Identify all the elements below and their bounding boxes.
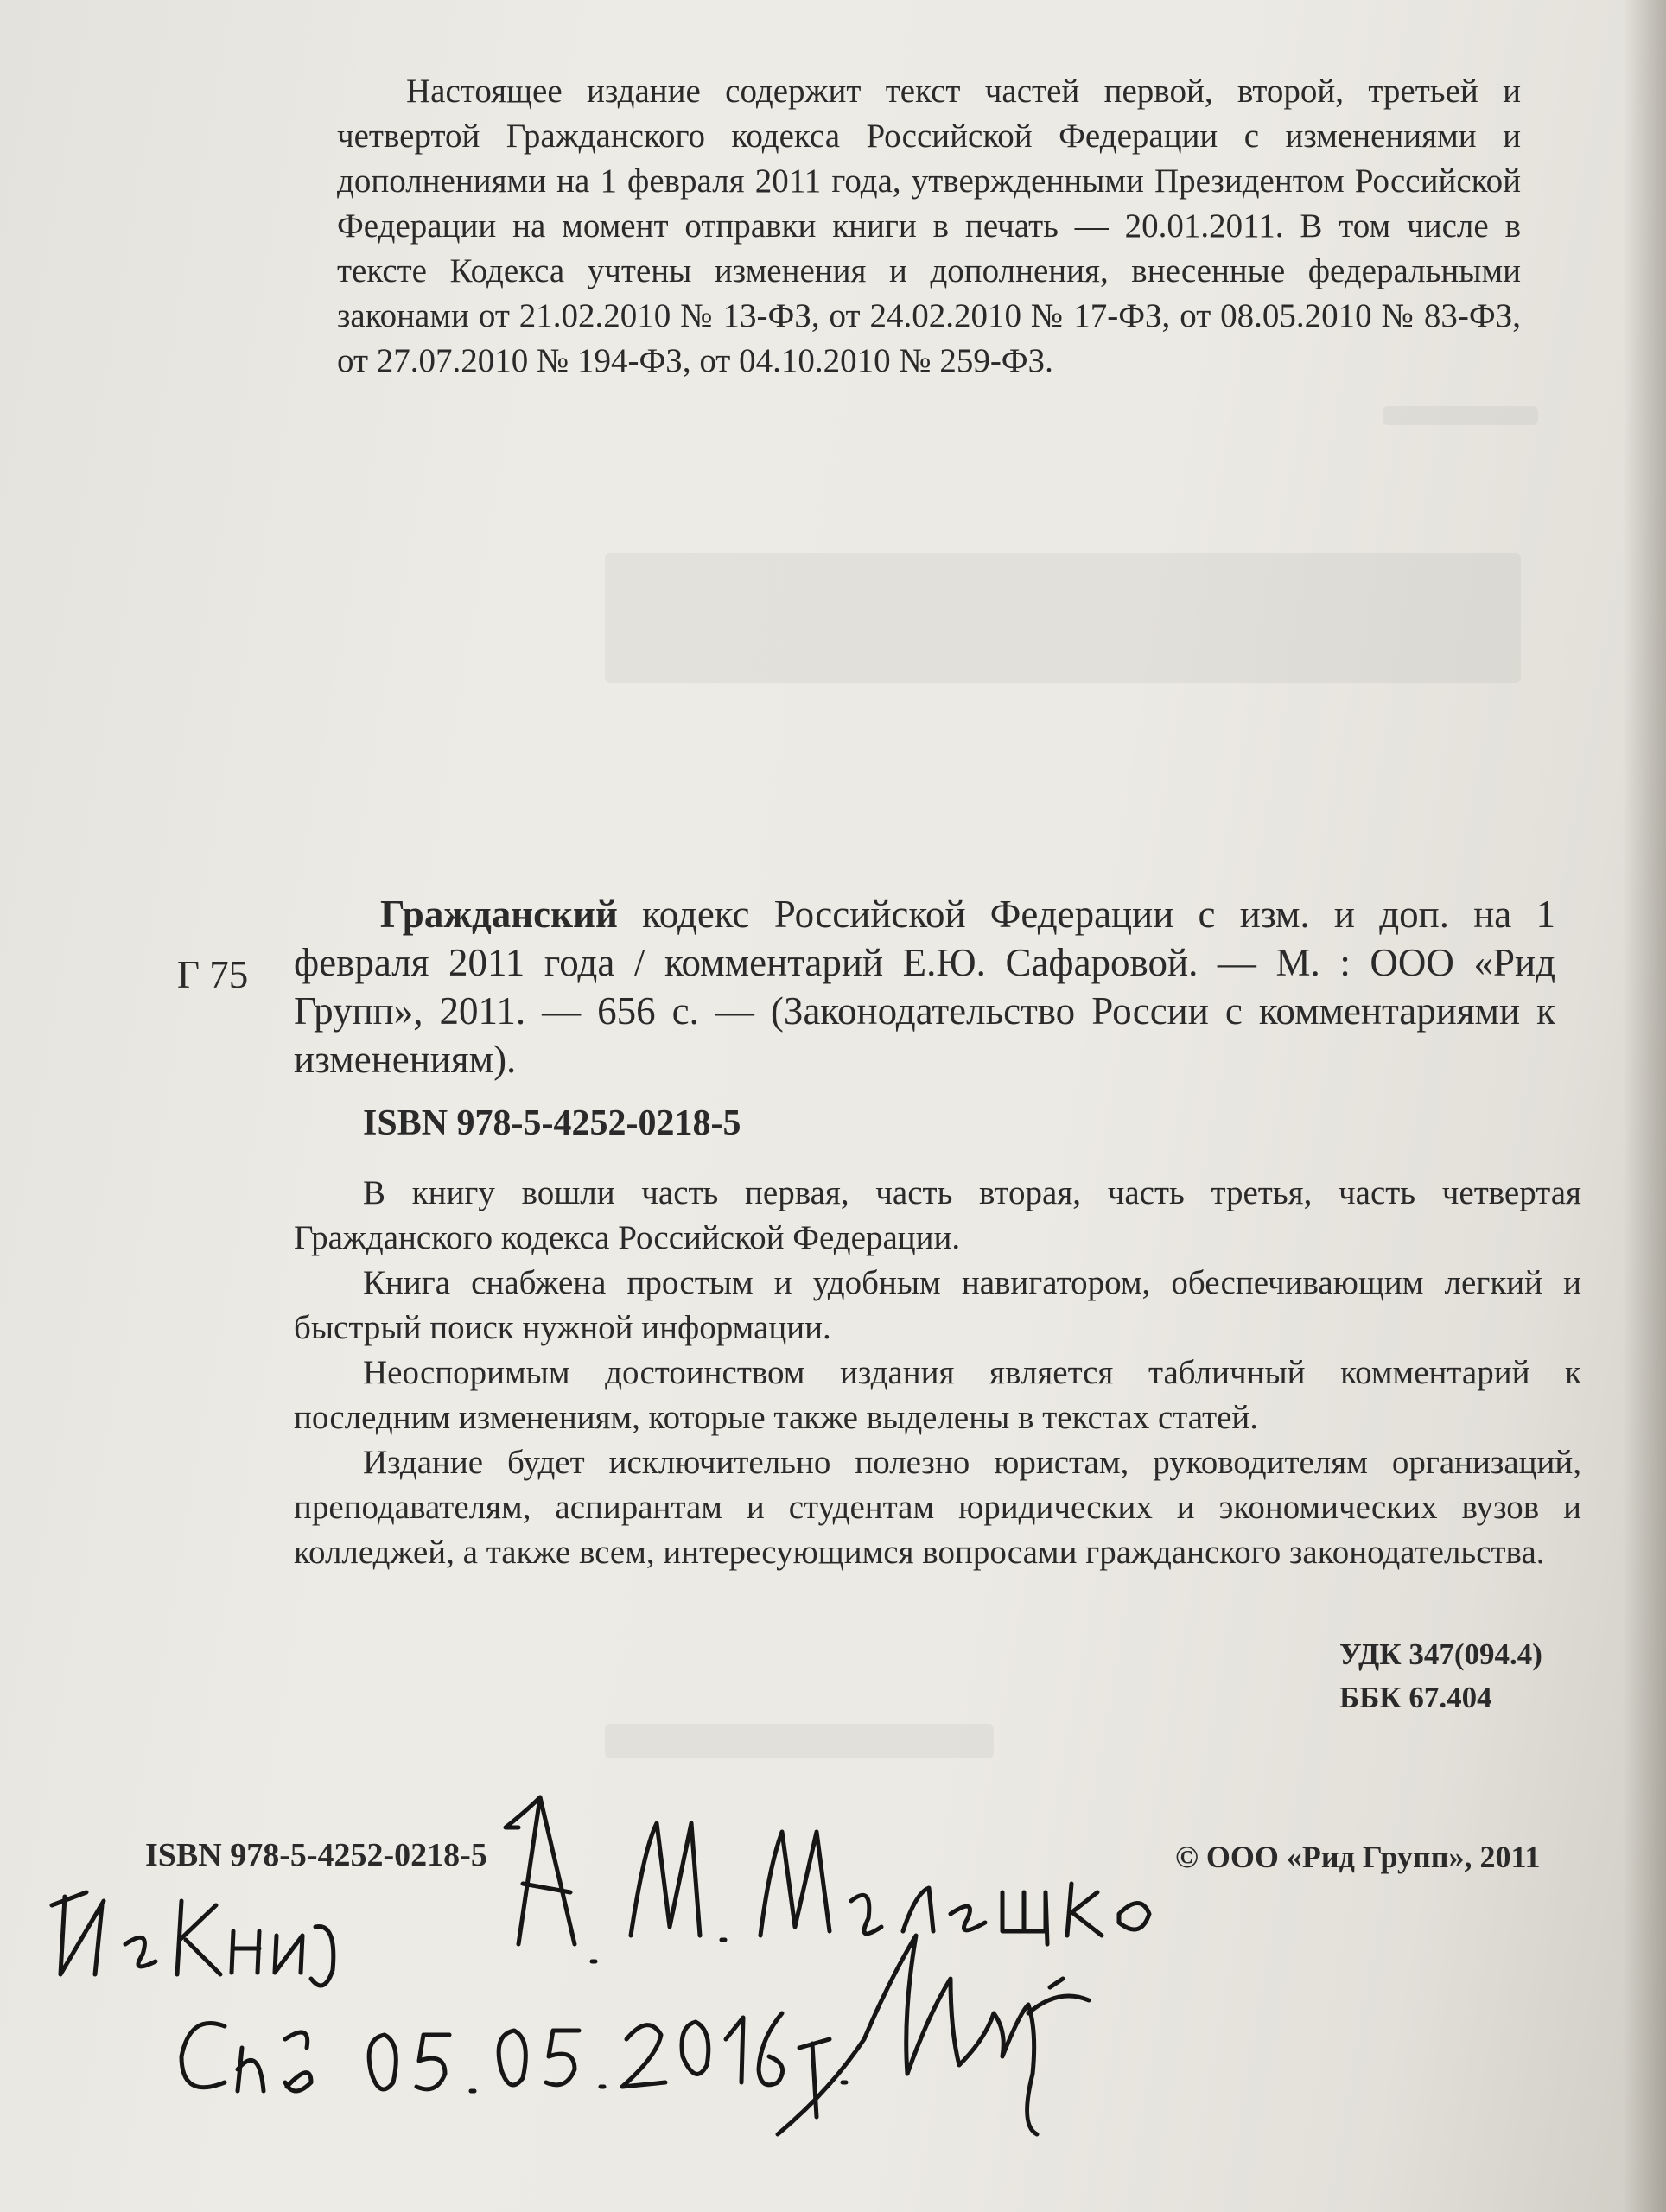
bbk-code: ББК 67.404 [1339, 1681, 1492, 1714]
page-shadow [1623, 0, 1666, 2212]
annotation-paragraph: В книгу вошли часть первая, часть вторая, часть третья, часть четвертая Гражданского кодекса Российской Федерации. [294, 1174, 1581, 1256]
edition-notice: Настоящее издание содержит текст частей первой, второй, третьей и четвертой Гражданского кодекса Российской Федерации с изменениями и дополнениями на 1 февраля 2011 года, утвержденными Президентом Российской Федерации на момент отправки книги в печать — 20.01.2011. В том числе в тексте Кодекса учтены изменения и дополнения, внесенные федеральными законами от 21.02.2010 № 13-ФЗ, от 24.02.2010 № 17-ФЗ, от 08.05.2010 № 83-ФЗ, от 27.07.2010 № 194-ФЗ, от 04.10.2010 № 259-ФЗ. [337, 73, 1521, 379]
show-through-block [605, 553, 1521, 683]
show-through-mark [1383, 406, 1538, 425]
annotation-paragraph: Издание будет исключительно полезно юристам, руководителям организаций, преподавателям, аспирантам и студентам юридических и экономических вузов и колледжей, а также всем, интересующимся вопросами гражданского законодательства. [294, 1444, 1581, 1571]
udk-code: УДК 347(094.4) [1339, 1637, 1542, 1671]
isbn-main: ISBN 978-5-4252-0218-5 [363, 1103, 741, 1143]
copyright-notice: © ООО «Рид Групп», 2011 [1175, 1840, 1541, 1874]
show-through-bar [605, 1724, 994, 1758]
catalog-description-line [294, 890, 1555, 1084]
catalog-code: Г 75 [177, 953, 249, 996]
isbn-footer: ISBN 978-5-4252-0218-5 [145, 1837, 487, 1873]
annotation-paragraph: Книга снабжена простым и удобным навигатором, обеспечивающим легкий и быстрый поиск нужной информации. [294, 1264, 1581, 1346]
annotation [294, 1171, 1581, 1575]
catalog-description: кодекс Российской Федерации с изм. и доп. на 1 февраля 2011 года / комментарий Е.Ю. Сафаровой. — М. : ООО «Рид Групп», 2011. — 656 с. — (Законодательство России с комментариями к изменениям). [294, 893, 1555, 1081]
catalog-record [294, 890, 1555, 1084]
catalog-title: Гражданский [380, 893, 618, 936]
annotation-paragraph: Неоспоримым достоинством издания является табличный комментарий к последним изменениям, которые также выделены в текстах статей. [294, 1354, 1581, 1436]
classification-codes [1339, 1633, 1542, 1719]
